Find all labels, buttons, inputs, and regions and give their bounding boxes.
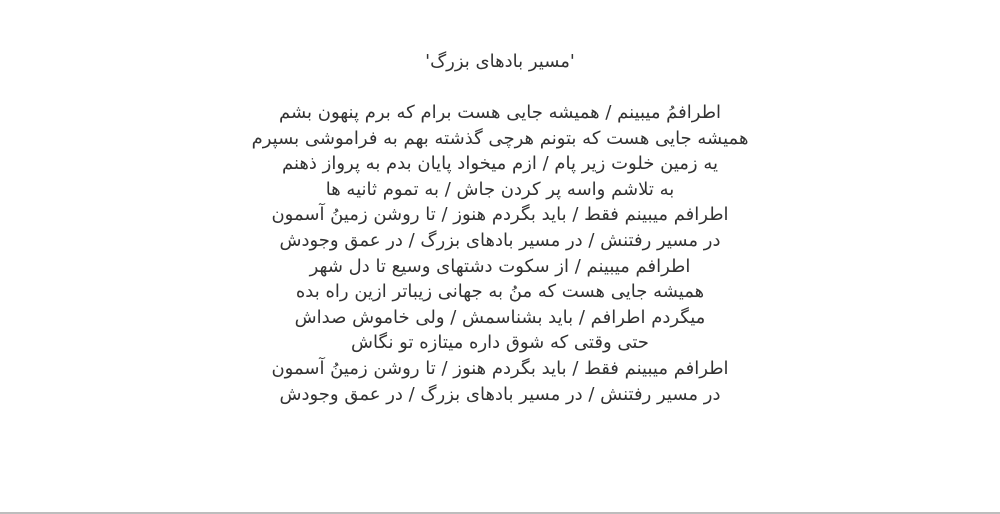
poem-line: اطرافمُ میبینم / همیشه جایی هست برام که برم پنهون بشم <box>278 102 722 123</box>
poem-line: میگردم اطرافم / باید بشناسمش / ولی خاموش صداش <box>294 306 706 328</box>
poem-title: 'مسیر بادهای بزرگ' <box>425 51 575 72</box>
poem-line: در مسیر رفتنش / در مسیر بادهای بزرگ / در عمق وجودش <box>279 383 721 405</box>
poem-line: به تلاشم واسه پر کردن جاش / به تموم ثانیه ها <box>325 178 675 200</box>
poem-line: همیشه جایی هست که منُ به جهانی زیباتر ازین راه بده <box>295 281 705 303</box>
poem-line: اطرافم میبینم / از سکوت دشتهای وسیع تا دل شهر <box>309 255 691 277</box>
poem-line: اطرافم میبینم فقط / باید بگردم هنوز / تا روشن زمینُ آسمون <box>271 204 729 226</box>
poem-line: همیشه جایی هست که بتونم هرچی گذشته بهم به فراموشی بسپرم <box>251 127 749 149</box>
poem-line: حتی وقتی که شوق داره میتازه تو نگاش <box>351 332 649 354</box>
poem-lines <box>0 100 1000 407</box>
poem-line: در مسیر رفتنش / در مسیر بادهای بزرگ / در عمق وجودش <box>279 229 721 251</box>
poem-line: یه زمین خلوت زیر پام / ازم میخواد پایان بدم به پرواز ذهنم <box>281 153 719 175</box>
poem-line: اطرافم میبینم فقط / باید بگردم هنوز / تا روشن زمینُ آسمون <box>271 357 729 379</box>
poem <box>0 50 1000 407</box>
